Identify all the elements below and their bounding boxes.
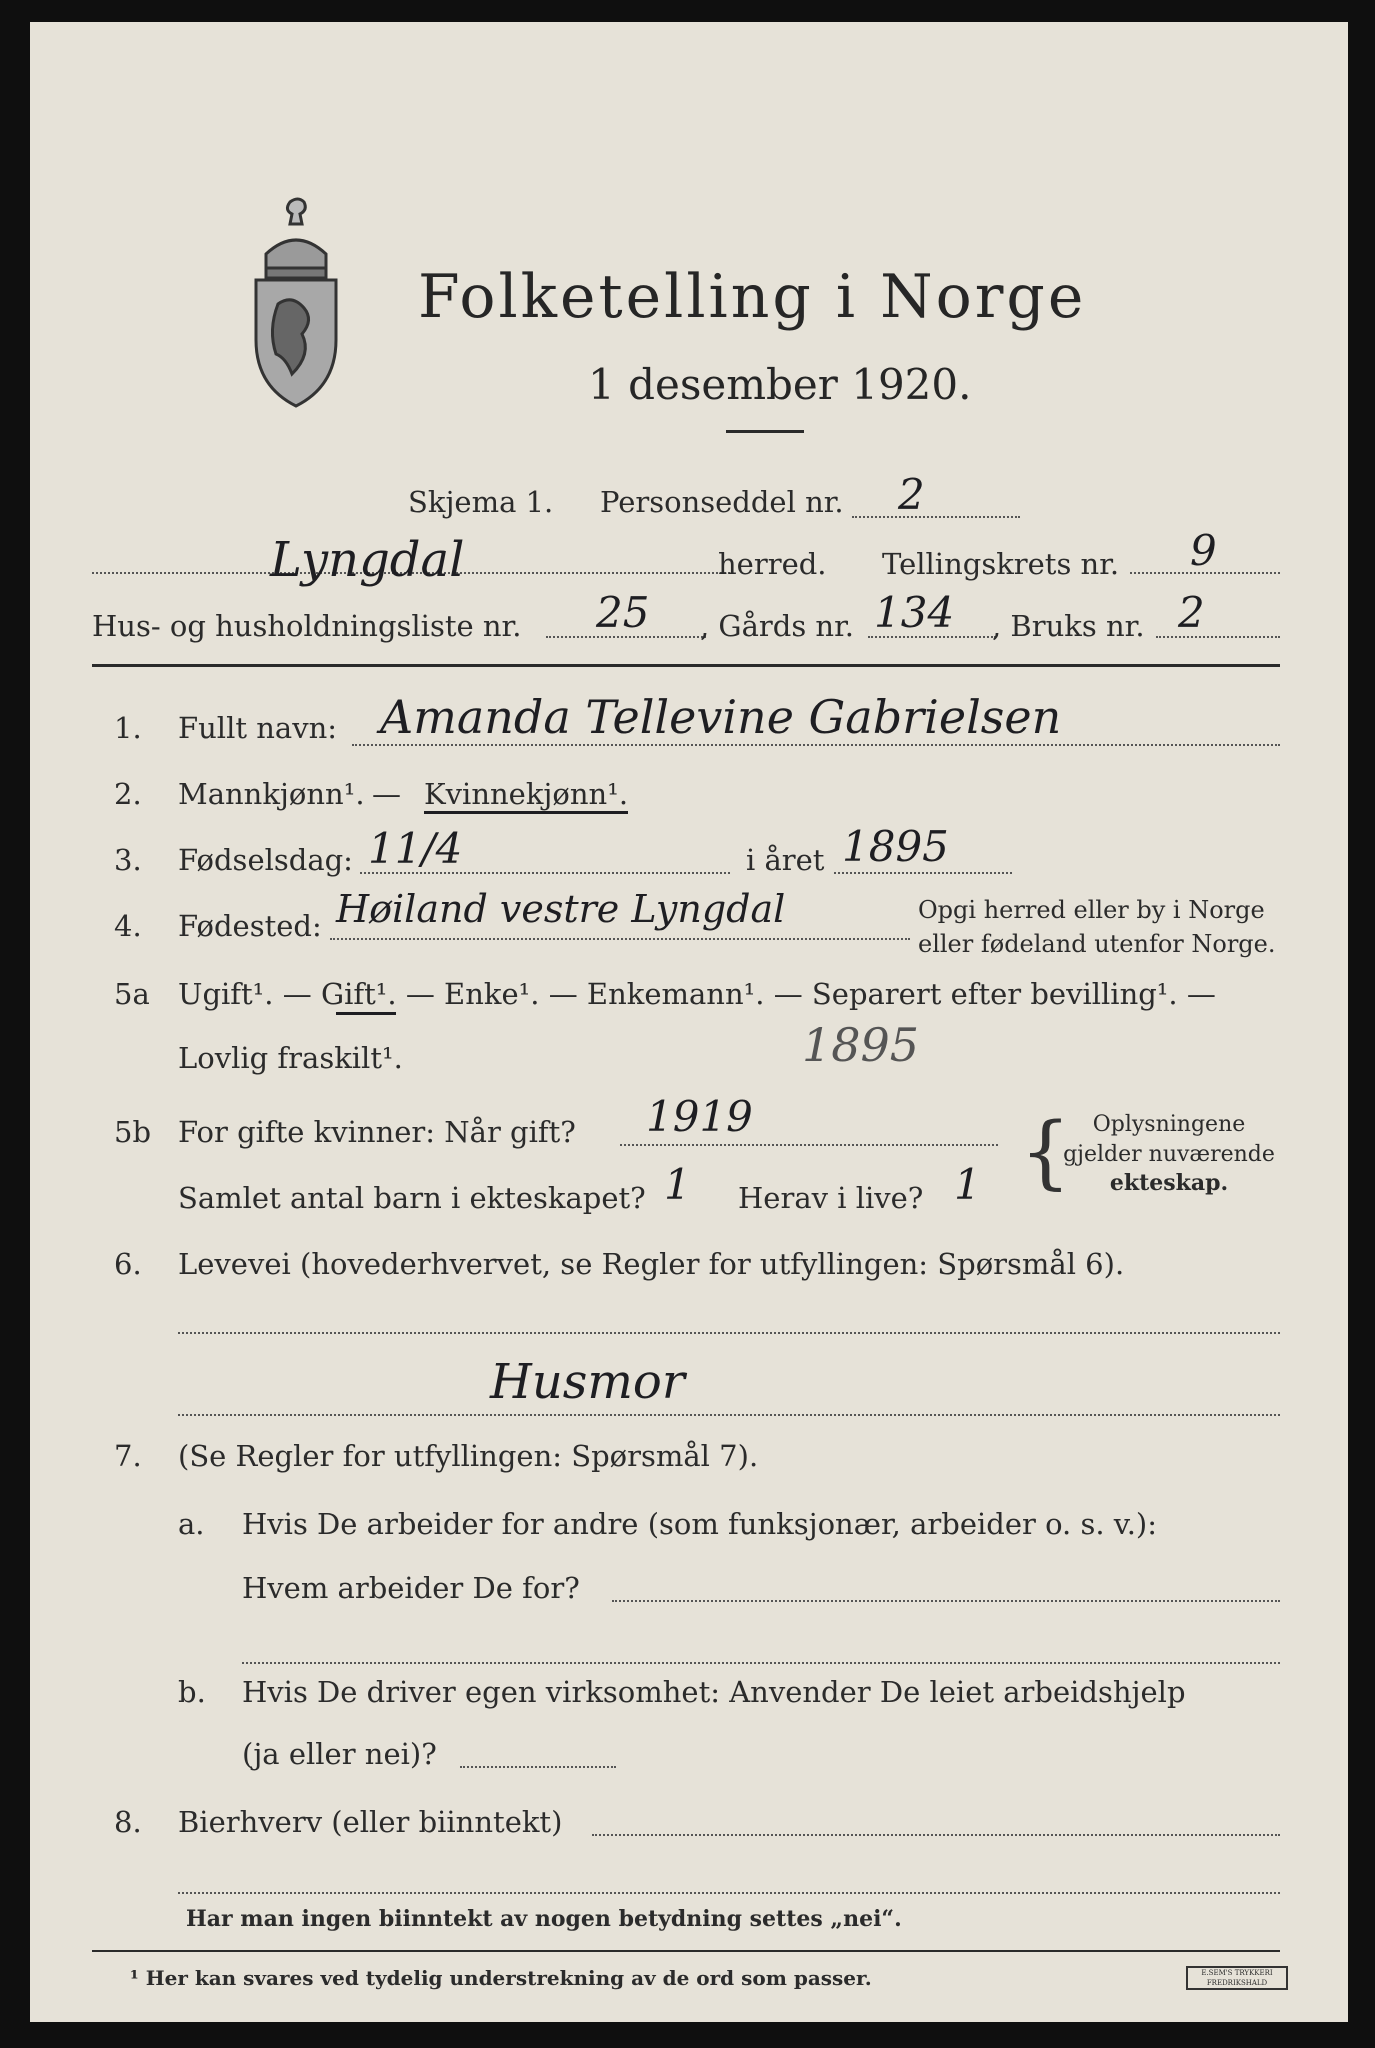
q5b-note-line1: Oplysningene [1092, 1112, 1246, 1137]
q5b-note [1044, 1110, 1294, 1199]
q7b-answer-line[interactable] [460, 1766, 616, 1768]
bruks-label: , Bruks nr. [992, 609, 1145, 643]
q5a-number: 5a [114, 977, 150, 1011]
marital-status-options[interactable]: Ugift¹. — Gift¹. — Enke¹. — Enkemann¹. — Separert efter bevilling¹. — [178, 977, 1216, 1011]
q7-label: (Se Regler for utfyllingen: Spørsmål 7). [178, 1439, 759, 1473]
q3-number: 3. [114, 843, 142, 877]
tellingskrets-label: Tellingskrets nr. [882, 547, 1120, 581]
q8-note: Har man ingen biinntekt av nogen betydning settes „nei“. [186, 1906, 902, 1932]
q3-label: Fødselsdag: [178, 843, 353, 877]
page-title: Folketelling i Norge [418, 262, 1087, 332]
q7a-answer-line-1[interactable] [612, 1600, 1280, 1602]
q5b-note-line3: ekteskap. [1109, 1170, 1229, 1197]
husholdningsliste-value[interactable]: 25 [596, 588, 650, 637]
q2-number: 2. [114, 777, 142, 811]
header-divider [92, 664, 1280, 667]
q6-label: Levevei (hovederhvervet, se Regler for utfyllingen: Spørsmål 6). [178, 1247, 1125, 1281]
tellingskrets-value[interactable]: 9 [1190, 526, 1217, 575]
q7a-line2: Hvem arbeider De for? [242, 1571, 580, 1605]
q1-line [352, 744, 1280, 746]
q8-number: 8. [114, 1805, 142, 1839]
gards-value[interactable]: 134 [874, 588, 955, 637]
q8-answer-line-2[interactable] [178, 1892, 1280, 1894]
q2-separator: — [372, 777, 401, 811]
q7-number: 7. [114, 1439, 142, 1473]
q4-number: 4. [114, 909, 142, 943]
footnote: ¹ Her kan svares ved tydelig understrekning av de ord som passer. [130, 1966, 872, 1990]
husholdningsliste-label: Hus- og husholdningsliste nr. [92, 609, 522, 643]
q7b-line1: Hvis De driver egen virksomhet: Anvender De leiet arbeidshjelp [242, 1675, 1186, 1709]
gift-underline [336, 1012, 396, 1015]
personseddel-value[interactable]: 2 [898, 470, 925, 519]
q8-answer-line-1[interactable] [592, 1834, 1280, 1836]
q7a-answer-line-2[interactable] [242, 1662, 1280, 1664]
census-date: 1 desember 1920. [588, 360, 972, 409]
q5b-label: For gifte kvinner: Når gift? [178, 1115, 576, 1149]
census-form [30, 22, 1348, 2022]
q1-number: 1. [114, 711, 142, 745]
birth-year-value[interactable]: 1895 [842, 822, 949, 871]
skjema-label: Skjema 1. [408, 485, 554, 519]
q7b-number: b. [178, 1675, 206, 1709]
birthplace-value[interactable]: Høiland vestre Lyngdal [336, 887, 786, 931]
q4-line [330, 938, 910, 940]
live-label: Herav i live? [738, 1181, 924, 1215]
footer-divider [92, 1950, 1280, 1952]
male-option[interactable]: Mannkjønn¹. [178, 777, 365, 811]
personseddel-line [852, 516, 1020, 518]
brace-icon: { [1020, 1105, 1071, 1198]
herred-label: herred. [718, 547, 827, 581]
q7b-line2: (ja eller nei)? [242, 1737, 437, 1771]
barn-value[interactable]: 1 [664, 1160, 691, 1209]
birthday-value[interactable]: 11/4 [368, 824, 463, 873]
q1-label: Fullt navn: [178, 711, 338, 745]
q7a-line1: Hvis De arbeider for andre (som funksjonær, arbeider o. s. v.): [242, 1507, 1158, 1541]
q4-note-line2: eller fødeland utenfor Norge. [918, 929, 1276, 958]
full-name-value[interactable]: Amanda Tellevine Gabrielsen [380, 690, 1062, 744]
gards-label: , Gårds nr. [700, 609, 854, 643]
title-divider [726, 430, 804, 433]
live-value[interactable]: 1 [954, 1160, 981, 1209]
bruks-line [1156, 636, 1280, 638]
female-option[interactable]: Kvinnekjønn¹. [424, 780, 628, 814]
personseddel-label: Personseddel nr. [600, 485, 844, 519]
q8-label: Bierhverv (eller biinntekt) [178, 1805, 563, 1839]
q4-note-line1: Opgi herred eller by i Norge [918, 896, 1265, 924]
coat-of-arms-icon [248, 194, 344, 416]
lovlig-fraskilt-option[interactable]: Lovlig fraskilt¹. [178, 1041, 403, 1075]
printer-mark: E.SEM'S TRYKKERI FREDRIKSHALD [1186, 1966, 1288, 1990]
q5b-number: 5b [114, 1115, 152, 1149]
married-year-value[interactable]: 1919 [646, 1092, 753, 1141]
year-line [834, 872, 1012, 874]
barn-label: Samlet antal barn i ekteskapet? [178, 1181, 646, 1215]
q5b-note-line2: gjelder nuværende [1063, 1141, 1275, 1167]
q6-line-1 [178, 1332, 1280, 1334]
margin-note: 1895 [802, 1018, 920, 1072]
occupation-value[interactable]: Husmor [490, 1354, 685, 1410]
q4-label: Fødested: [178, 909, 322, 943]
herred-value[interactable]: Lyngdal [270, 532, 465, 588]
q6-line-2 [178, 1414, 1280, 1416]
q6-number: 6. [114, 1247, 142, 1281]
q7a-number: a. [178, 1507, 205, 1541]
q5b-line [620, 1144, 998, 1146]
year-label: i året [746, 843, 825, 877]
bruks-value[interactable]: 2 [1178, 588, 1205, 637]
q4-note [918, 894, 1276, 961]
